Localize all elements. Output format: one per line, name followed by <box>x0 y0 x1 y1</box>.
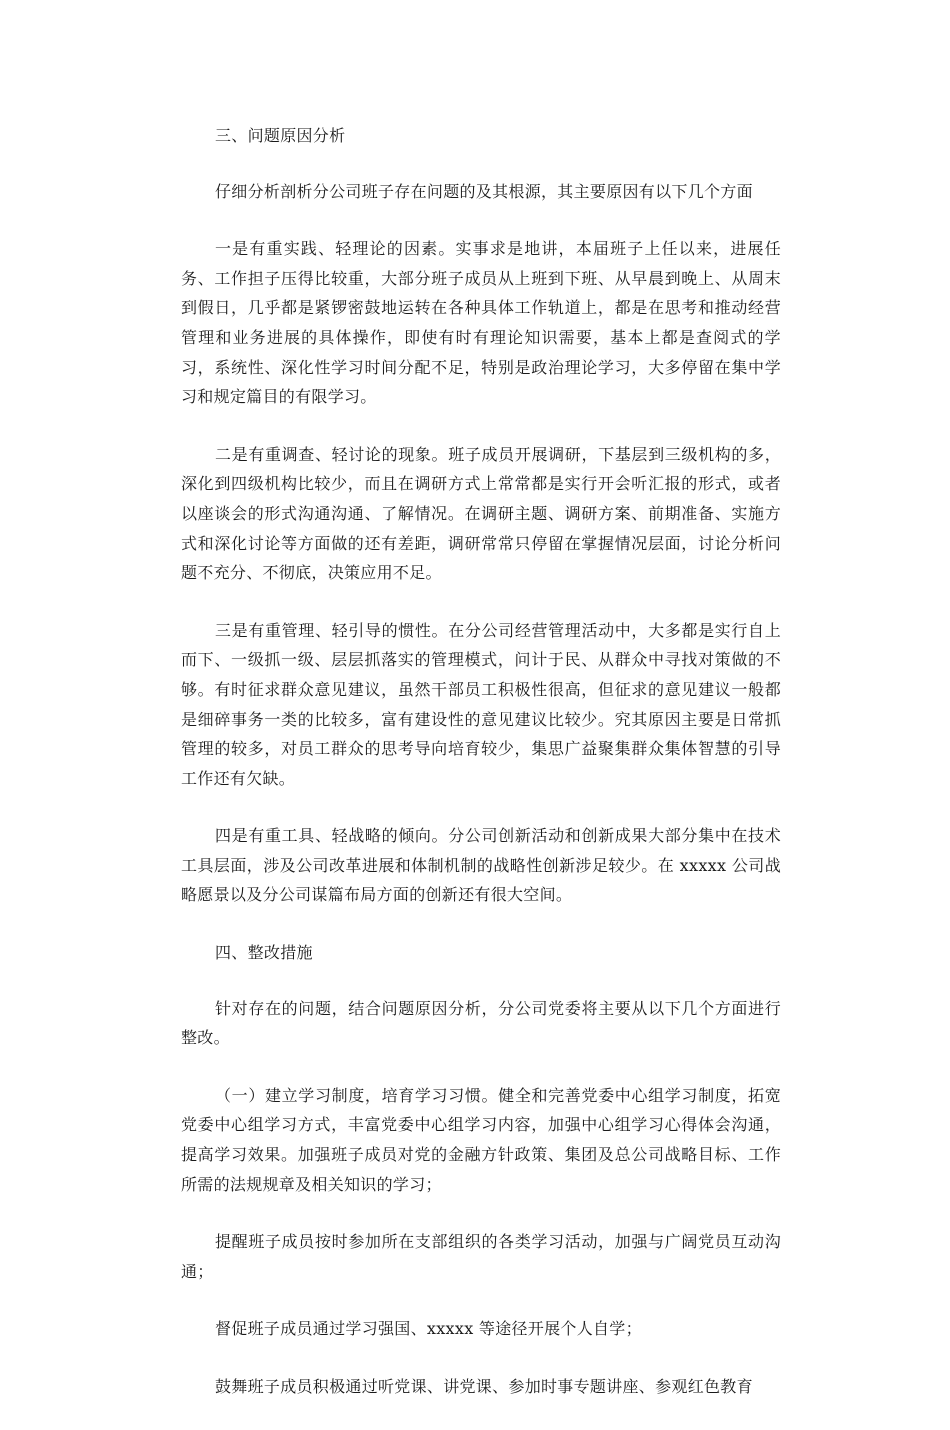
paragraph-measure-1b: 督促班子成员通过学习强国、xxxxx 等途径开展个人自学； <box>215 1319 642 1339</box>
paragraph-measure-1: （一）建立学习制度，培育学习习惯。健全和完善党委中心组学习制度，拓宽党委中心组学习方式，丰富党委中心组学习内容，加强中心组学习心得体会沟通，提高学习效果。加强班子成员对党的金融方针政策、集团及总公司战略目标、工作所需的法规规章及相关知识的学习； <box>181 1085 781 1194</box>
paragraph-measure-1a: 提醒班子成员按时参加所在支部组织的各类学习活动，加强与广阔党员互动沟通； <box>181 1232 781 1281</box>
document-body <box>181 121 781 1430</box>
paragraph-measures-intro: 针对存在的问题，结合问题原因分析，分公司党委将主要从以下几个方面进行整改。 <box>181 998 781 1048</box>
paragraph-measure-1c: 鼓舞班子成员积极通过听党课、讲党课、参加时事专题讲座、参观红色教育 <box>215 1377 753 1396</box>
paragraph-cause-4: 四是有重工具、轻战略的倾向。分公司创新活动和创新成果大部分集中在技术工具层面，涉及公司改革进展和体制机制的战略性创新涉足较少。在 xxxxx 公司战略愿景以及分公司谋篇布局方面的创新还有很大空间。 <box>181 826 781 905</box>
section-heading-problem-causes: 三、问题原因分析 <box>215 126 346 145</box>
section-heading-rectification: 四、整改措施 <box>215 943 313 963</box>
paragraph-cause-2: 二是有重调查、轻讨论的现象。班子成员开展调研，下基层到三级机构的多，深化到四级机构比较少，而且在调研方式上常常都是实行开会听汇报的形式，或者以座谈会的形式沟通沟通、了解情况。在调研主题、调研方案、前期准备、实施方式和深化讨论等方面做的还有差距，调研常常只停留在掌握情况层面，讨论分析问题不充分、不彻底，决策应用不足。 <box>181 444 781 583</box>
paragraph-cause-3: 三是有重管理、轻引导的惯性。在分公司经营管理活动中，大多都是实行自上而下、一级抓一级、层层抓落实的管理模式，问计于民、从群众中寻找对策做的不够。有时征求群众意见建议，虽然干部员工积极性很高，但征求的意见建议一般都是细碎事务一类的比较多，富有建设性的意见建议比较少。究其原因主要是日常抓管理的较多，对员工群众的思考导向培育较少，集思广益聚集群众集体智慧的引导工作还有欠缺。 <box>181 620 781 788</box>
paragraph-cause-1: 一是有重实践、轻理论的因素。实事求是地讲，本届班子上任以来，进展任务、工作担子压得比较重，大部分班子成员从上班到下班、从早晨到晚上、从周末到假日，几乎都是紧锣密鼓地运转在各种具体工作轨道上，都是在思考和推动经营管理和业务进展的具体操作，即使有时有理论知识需要，基本上都是查阅式的学习，系统性、深化性学习时间分配不足，特别是政治理论学习，大多停留在集中学习和规定篇目的有限学习。 <box>181 239 781 407</box>
paragraph-causes-intro: 仔细分析剖析分公司班子存在问题的及其根源，其主要原因有以下几个方面 <box>215 181 753 201</box>
